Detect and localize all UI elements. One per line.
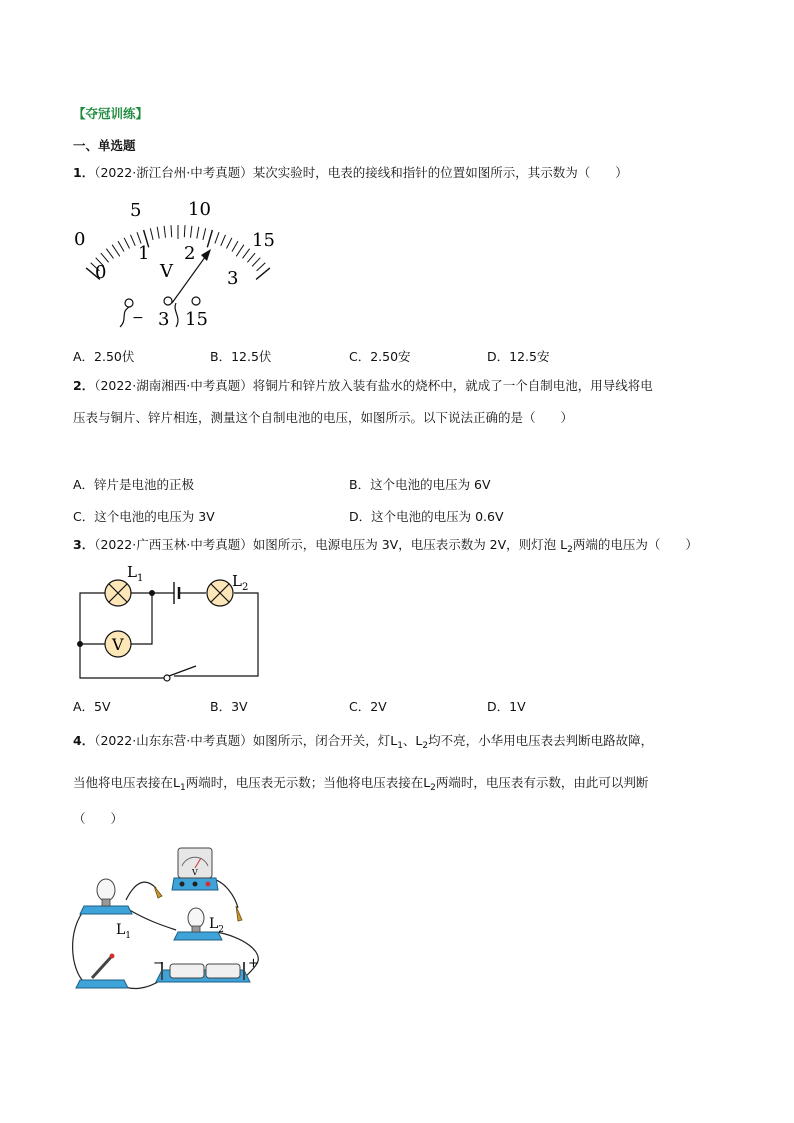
bottom-scale-2: 2: [184, 243, 196, 264]
dial-tick: [257, 263, 266, 271]
dial-tick: [215, 232, 219, 243]
question-text: 如图所示，电源电压为 3V，电压表示数为 2V，则灯泡 L: [252, 537, 568, 552]
dial-tick: [227, 238, 232, 249]
terminal-3-label: 3: [158, 309, 170, 330]
subscript: 2: [422, 741, 429, 751]
question-source: （2022·山东东营·中考真题）: [94, 733, 253, 748]
top-scale-0: 0: [74, 229, 86, 250]
q2-option-b: B．这个电池的电压为 6V: [349, 477, 491, 492]
dial-tick: [252, 258, 260, 267]
question-text: 将铜片和锌片放入装有盐水的烧杯中，就成了一个自制电池，用导线将电: [252, 378, 653, 393]
dial-tick: [203, 228, 206, 240]
dial-tick: [221, 235, 226, 246]
subscript: 2: [430, 783, 436, 793]
q4-text: 当他将电压表接在L: [73, 775, 180, 790]
dial-tick: [197, 227, 199, 239]
switch-blade: [169, 666, 196, 676]
dial-tick: [118, 241, 124, 251]
dial-tick: [247, 253, 255, 262]
voltmeter-device-label: V: [192, 868, 198, 877]
q4-text: 均不亮，小华用电压表去判断电路故障，: [428, 733, 654, 748]
dial-tick: [157, 227, 159, 239]
terminal-15-label: 15: [185, 309, 208, 330]
physical-circuit-figure: [66, 840, 266, 1000]
dial-tick: [164, 226, 165, 238]
dial-tick: [101, 253, 109, 262]
wire-3: [175, 303, 178, 327]
q1-option-d: D．12.5安: [487, 349, 550, 364]
bottom-scale-1: 1: [138, 243, 150, 264]
top-scale-10: 10: [188, 199, 211, 220]
q1-option-a: A．2.50伏: [73, 349, 135, 364]
battery-holder: [156, 962, 250, 982]
terminal-minus: [125, 299, 133, 307]
question-1-stem: [73, 167, 628, 180]
dial-tick: [124, 238, 129, 249]
dial-tick: [243, 249, 250, 259]
subscript: 1: [397, 741, 403, 751]
dial-tick: [150, 228, 153, 240]
dial-tick: [131, 235, 136, 246]
dial-tick: [191, 226, 192, 238]
section-heading: 一、单选题: [73, 138, 136, 153]
battery-plus-label: +: [248, 956, 259, 971]
lamp-l1-device: [80, 879, 132, 914]
lamp-l2-device-label: $L_2$: [209, 916, 225, 935]
question-2-stem-line2: 压表与铜片、锌片相连，测量这个自制电池的电压，如图所示。以下说法正确的是（ ）: [73, 410, 574, 425]
subscript: 1: [179, 783, 186, 793]
dial-tick: [236, 245, 244, 257]
battery-minus-label: −: [153, 956, 164, 971]
dial-ticks: [86, 225, 270, 279]
question-number: 4．: [73, 733, 95, 748]
q4-text: 两端时，电压表有示数，由此可以判断: [435, 775, 649, 790]
lamp-l2: [207, 580, 233, 606]
question-text-tail: 两端的电压为（ ）: [572, 537, 698, 552]
subscript: 2: [567, 545, 573, 555]
question-4-stem-line3: （ ）: [73, 811, 124, 826]
question-2-stem-line1: [73, 380, 653, 393]
unit-label: V: [160, 261, 173, 282]
clip-left: [154, 886, 162, 898]
question-number: 3．: [73, 537, 95, 552]
q3-option-d: D．1V: [487, 699, 526, 714]
dial-tick: [137, 232, 141, 243]
lamp-l1-label: $L_1$: [127, 563, 144, 584]
wire-minus: [120, 307, 129, 327]
voltmeter-label: V: [112, 635, 124, 654]
terminal-3: [164, 297, 172, 305]
top-scale-15: 15: [252, 230, 275, 251]
terminal-15: [192, 297, 200, 305]
lamp-l2-label: $L_2$: [232, 572, 249, 593]
q2-option-d: D．这个电池的电压为 0.6V: [349, 509, 504, 524]
voltmeter-device: [172, 848, 218, 890]
q3-option-a: A．5V: [73, 699, 111, 714]
question-4-stem-line1: [73, 733, 654, 751]
question-text: 某次实验时，电表的接线和指针的位置如图所示，其示数为（ ）: [252, 165, 628, 180]
question-4-stem-line2: [73, 775, 649, 793]
bottom-scale-0: 0: [95, 262, 107, 283]
q4-text: 如图所示，闭合开关，灯L: [252, 733, 398, 748]
dial-tick: [184, 225, 185, 237]
lamp-l1: [105, 580, 131, 606]
question-source: （2022·湖南湘西·中考真题）: [94, 378, 253, 393]
dial-tick: [207, 230, 212, 247]
top-scale-5: 5: [130, 200, 142, 221]
q1-option-c: C．2.50安: [349, 349, 411, 364]
q1-option-b: B．12.5伏: [210, 349, 272, 364]
question-source: （2022·广西玉林·中考真题）: [94, 537, 253, 552]
bottom-scale-3: 3: [227, 268, 239, 289]
dial-tick: [106, 249, 113, 259]
pointer-arrow: [201, 249, 211, 261]
voltmeter-dial-figure: [68, 195, 288, 330]
question-number: 1．: [73, 165, 95, 180]
dial-tick: [232, 241, 238, 251]
clip-right: [236, 906, 242, 921]
q3-option-b: B．3V: [210, 699, 248, 714]
q4-text: 、L: [402, 733, 423, 748]
q3-option-c: C．2V: [349, 699, 387, 714]
q2-option-c: C．这个电池的电压为 3V: [73, 509, 215, 524]
section-title: 【夺冠训练】: [73, 106, 149, 121]
terminal-minus-label: −: [132, 310, 144, 326]
series-circuit-figure: [72, 560, 267, 688]
dial-tick: [112, 245, 120, 257]
q2-option-a: A．锌片是电池的正极: [73, 477, 195, 492]
q4-text: 两端时，电压表无示数；当他将电压表接在L: [185, 775, 431, 790]
question-number: 2．: [73, 378, 95, 393]
dial-tick: [171, 225, 172, 237]
lamp-l1-device-label: $L_1$: [116, 922, 132, 941]
question-3-stem: [73, 537, 698, 555]
switch-device: [76, 954, 128, 989]
question-source: （2022·浙江台州·中考真题）: [94, 165, 253, 180]
